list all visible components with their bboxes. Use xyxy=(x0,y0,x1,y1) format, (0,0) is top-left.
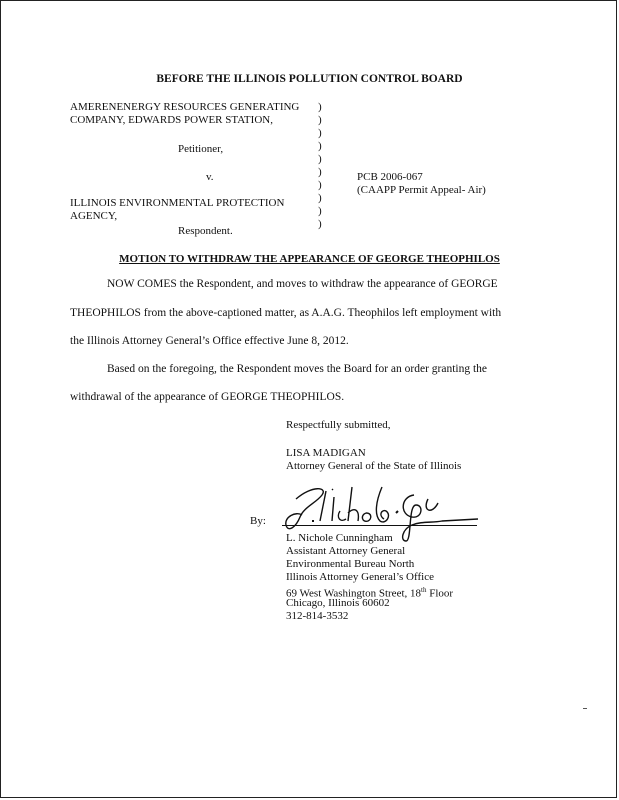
caption-paren: ) xyxy=(318,140,322,152)
caption-paren: ) xyxy=(318,166,322,178)
respondent-role: Respondent. xyxy=(178,225,233,237)
motion-paragraph-1-line-3: the Illinois Attorney General’s Office effective June 8, 2012. xyxy=(70,335,349,347)
versus-label: v. xyxy=(206,171,214,183)
scan-mark xyxy=(583,708,587,709)
attorney-general-name: LISA MADIGAN xyxy=(286,447,366,459)
motion-paragraph-1-line-1: NOW COMES the Respondent, and moves to withdraw the appearance of GEORGE xyxy=(107,278,498,290)
closing: Respectfully submitted, xyxy=(286,419,391,431)
caption-paren: ) xyxy=(318,218,322,230)
office-name: Illinois Attorney General’s Office xyxy=(286,571,434,583)
motion-paragraph-2-line-2: withdrawal of the appearance of GEORGE THEOPHILOS. xyxy=(70,391,345,403)
signer-name: L. Nichole Cunningham xyxy=(286,532,393,544)
respondent-name-line1: ILLINOIS ENVIRONMENTAL PROTECTION xyxy=(70,197,285,209)
motion-paragraph-1-line-2: THEOPHILOS from the above-captioned matter, as A.A.G. Theophilos left employment with xyxy=(70,307,502,319)
bureau-name: Environmental Bureau North xyxy=(286,558,415,570)
case-type: (CAAPP Permit Appeal- Air) xyxy=(357,184,486,196)
caption-paren: ) xyxy=(318,179,322,191)
address-ordinal-suffix: th xyxy=(421,586,427,594)
address-street: 69 West Washington Street, 18 xyxy=(286,587,422,600)
by-label: By: xyxy=(250,515,266,527)
caption-parenthesis-column xyxy=(318,101,322,231)
petitioner-name-line2: COMPANY, EDWARDS POWER STATION, xyxy=(70,114,273,126)
caption-paren: ) xyxy=(318,153,322,165)
petitioner-role: Petitioner, xyxy=(178,143,224,155)
signer-title: Assistant Attorney General xyxy=(286,545,406,557)
office-city: Chicago, Illinois 60602 xyxy=(286,597,390,609)
case-number: PCB 2006-067 xyxy=(357,171,423,183)
caption-paren: ) xyxy=(318,114,322,126)
board-title: BEFORE THE ILLINOIS POLLUTION CONTROL BOARD xyxy=(156,73,463,85)
motion-title: MOTION TO WITHDRAW THE APPEARANCE OF GEORGE THEOPHILOS xyxy=(119,253,500,265)
signature-line xyxy=(282,525,477,526)
address-floor: Floor xyxy=(426,587,454,600)
caption-paren: ) xyxy=(318,101,322,113)
respondent-name-line2: AGENCY, xyxy=(70,210,118,222)
motion-paragraph-2-line-1: Based on the foregoing, the Respondent moves the Board for an order granting the xyxy=(107,363,488,375)
petitioner-name-line1: AMERENENERGY RESOURCES GENERATING xyxy=(70,101,300,113)
caption-paren: ) xyxy=(318,205,322,217)
office-phone: 312-814-3532 xyxy=(286,610,349,622)
caption-paren: ) xyxy=(318,127,322,139)
caption-paren: ) xyxy=(318,192,322,204)
attorney-general-title: Attorney General of the State of Illinois xyxy=(286,460,462,472)
